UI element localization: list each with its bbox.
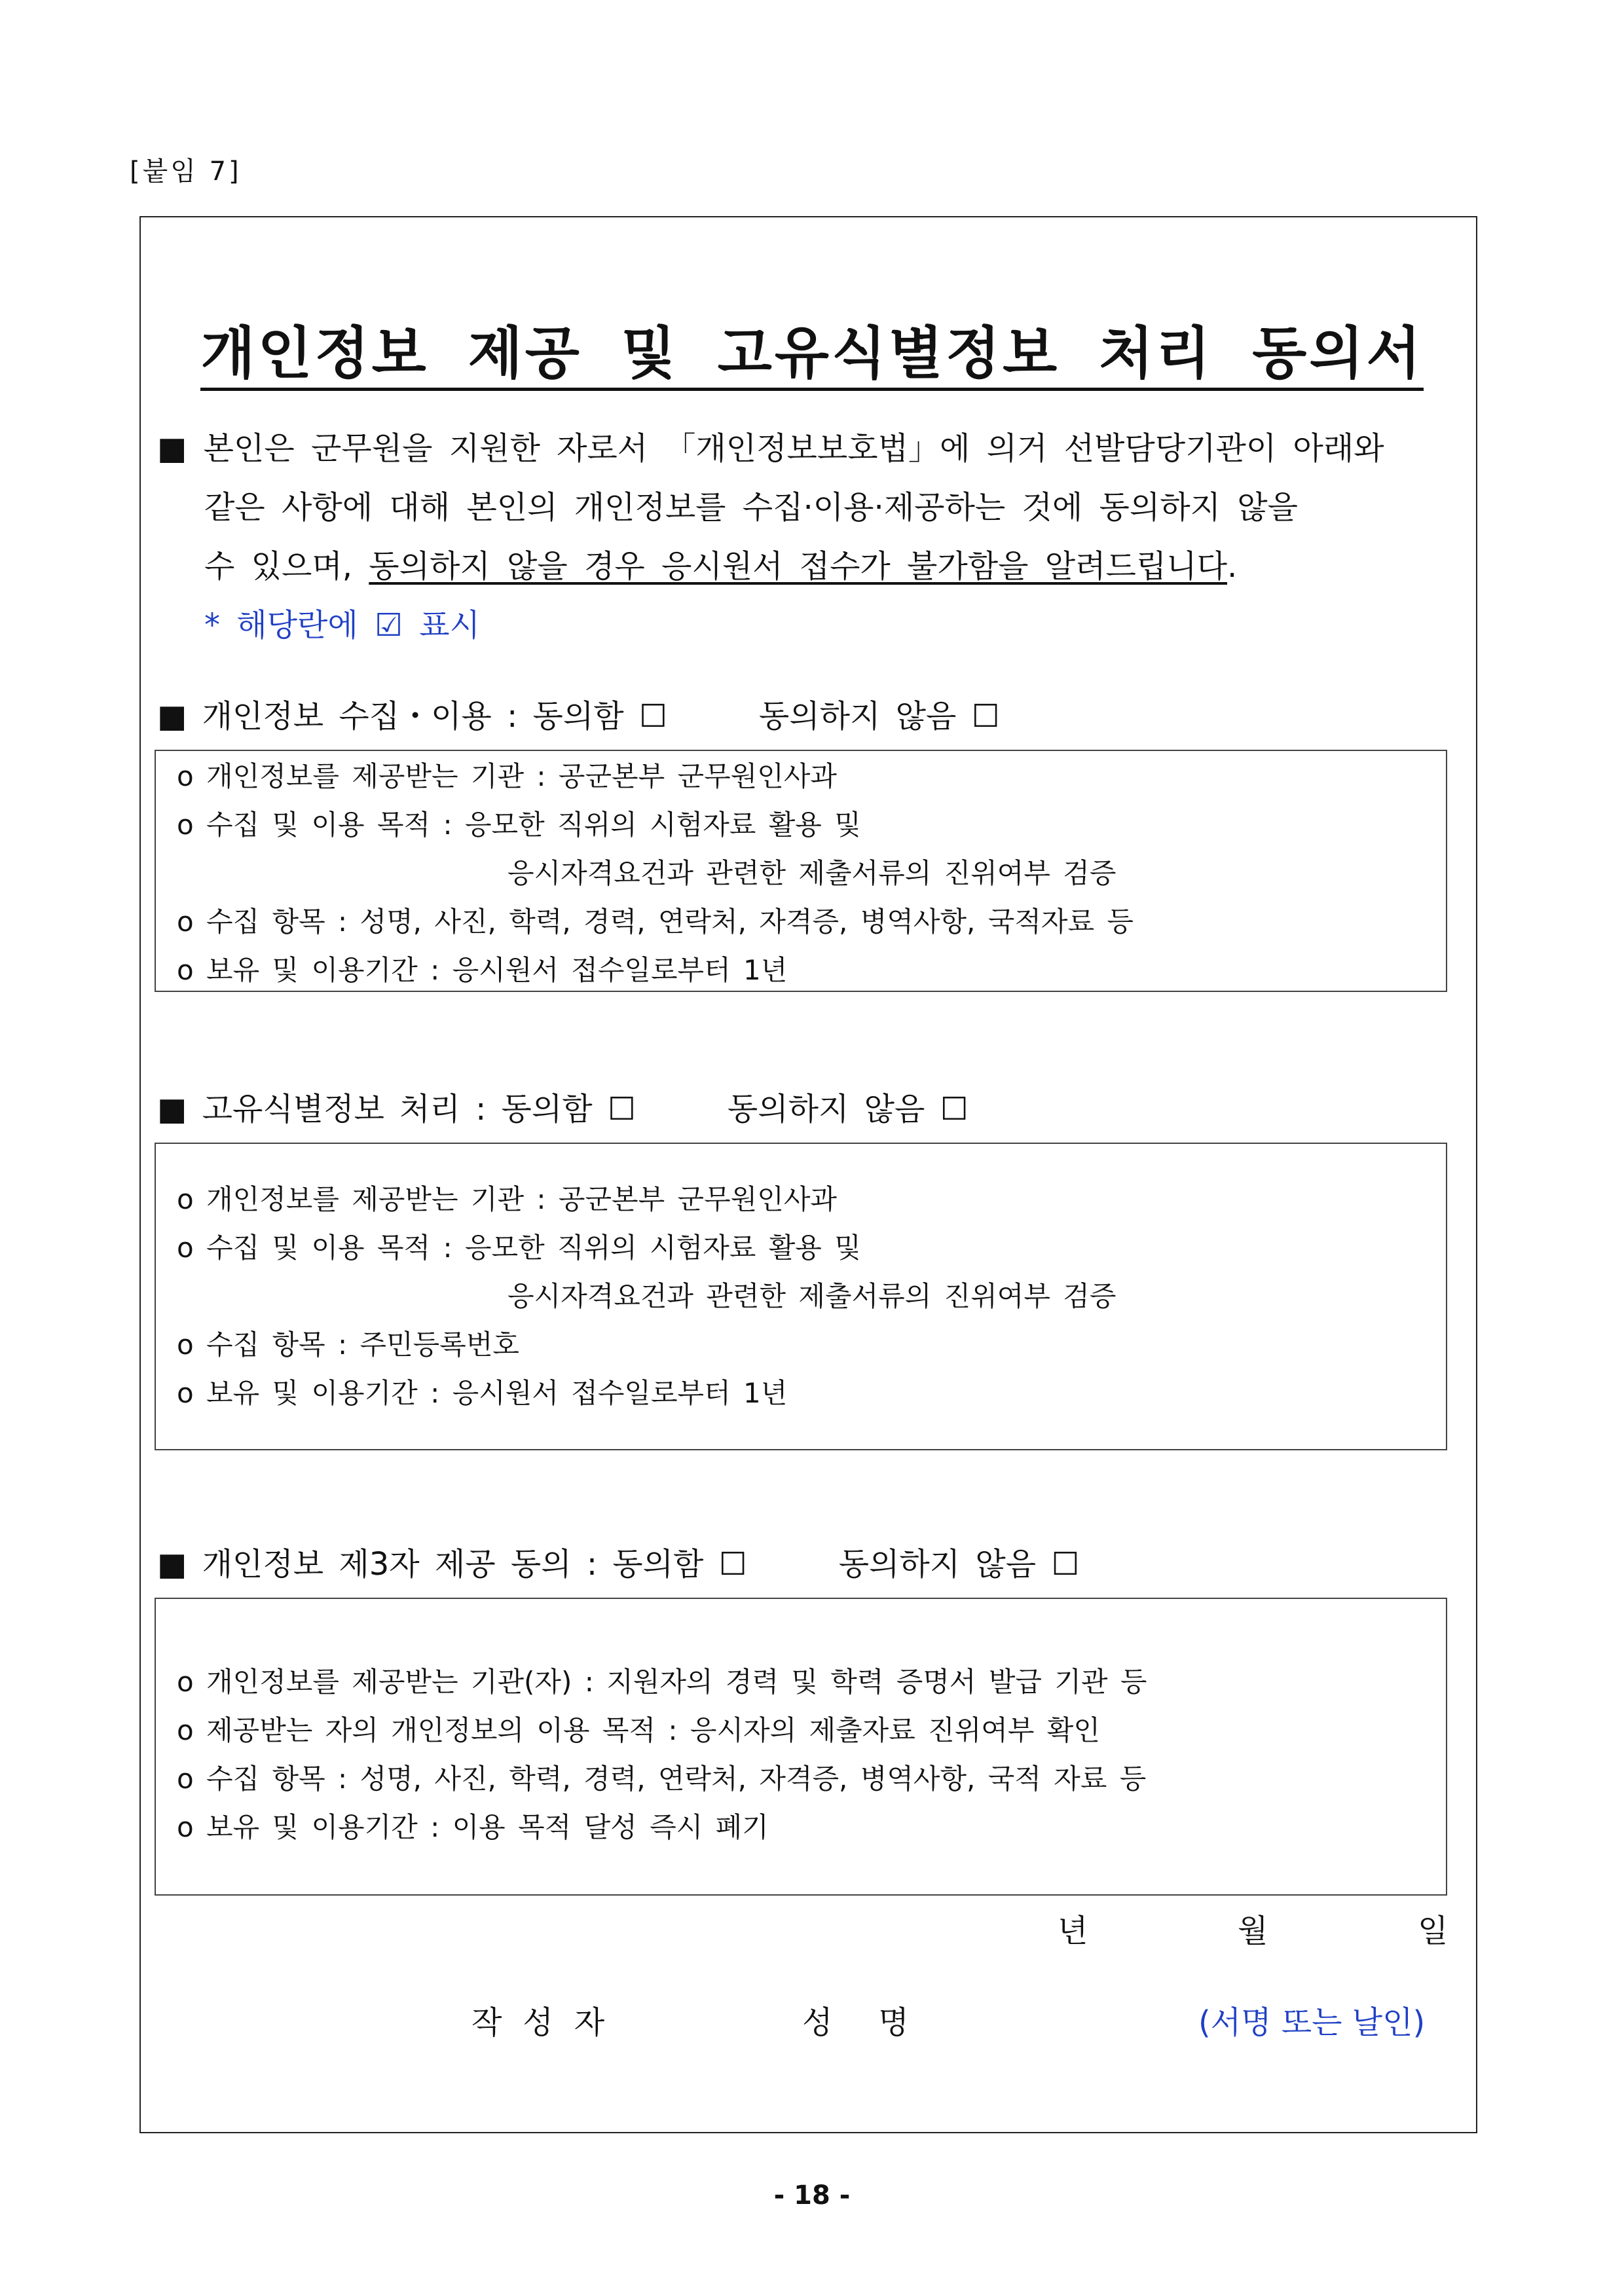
list-item: o 수집 항목 : 성명, 사진, 학력, 경력, 연락처, 자격증, 병역사항, 국적자료 등 [177,906,1134,938]
third-party-disagree-checkbox[interactable]: 동의하지 않음 ☐ [838,1546,1080,1583]
list-item: o 개인정보를 제공받는 기관(자) : 지원자의 경력 및 학력 증명서 발급 기관 등 [177,1666,1147,1698]
list-item: o 수집 및 이용 목적 : 응모한 직위의 시험자료 활용 및 [177,809,861,841]
section-collection-heading [157,691,1000,736]
section-third-party-heading [157,1539,1079,1584]
date-day-label: 일 [1418,1913,1449,1949]
list-item: 응시자격요건과 관련한 제출서류의 진위여부 검증 [507,1280,1116,1312]
intro-line-3 [157,537,1460,596]
section-unique-id-details [155,1143,1447,1450]
list-item: o 개인정보를 제공받는 기관 : 공군본부 군무원인사과 [177,1183,837,1215]
document-title [0,308,1624,389]
list-item: o 개인정보를 제공받는 기관 : 공군본부 군무원인사과 [177,760,837,792]
section-collection-details [155,750,1447,992]
intro-notice-underlined: 동의하지 않을 경우 응시원서 접수가 불가함을 알려드립니다 [369,548,1227,585]
page-number: - 18 - [773,2180,851,2211]
section-unique-id-heading [157,1084,969,1129]
section-third-party-details [155,1598,1447,1896]
name-label: 성명 [802,2004,955,2041]
intro-line-3-end: . [1227,548,1238,585]
collection-disagree-checkbox[interactable]: 동의하지 않음 ☐ [758,698,1000,735]
list-item: o 보유 및 이용기간 : 이용 목적 달성 즉시 폐기 [177,1811,769,1843]
intro-line-2: 같은 사항에 대해 본인의 개인정보를 수집·이용·제공하는 것에 동의하지 않을 [204,489,1298,526]
collection-agree-checkbox[interactable]: ■ 개인정보 수집・이용 : 동의함 ☐ [157,698,667,735]
list-item: o 수집 항목 : 주민등록번호 [177,1329,519,1361]
intro-line-1: ■ 본인은 군무원을 지원한 자로서 「개인정보보호법」에 의거 선발담당기관이 아래와 [157,430,1384,467]
date-year-label: 년 [1058,1913,1088,1949]
writer-label: 작성자 [471,2004,626,2041]
intro-line-3-plain: 수 있으며, [204,548,369,585]
list-item: o 수집 항목 : 성명, 사진, 학력, 경력, 연락처, 자격증, 병역사항, 국적 자료 등 [177,1763,1147,1795]
list-item: o 보유 및 이용기간 : 응시원서 접수일로부터 1년 [177,954,788,986]
third-party-agree-checkbox[interactable]: ■ 개인정보 제3자 제공 동의 : 동의함 ☐ [157,1546,747,1583]
attachment-label: [붙임 7] [130,156,242,187]
date-month-label: 월 [1238,1913,1268,1949]
list-item: o 수집 및 이용 목적 : 응모한 직위의 시험자료 활용 및 [177,1232,861,1264]
list-item: o 보유 및 이용기간 : 응시원서 접수일로부터 1년 [177,1377,788,1409]
document-title-text: 개인정보 제공 및 고유식별정보 처리 동의서 [200,321,1423,391]
signature-note: (서명 또는 날인) [1198,2004,1426,2041]
unique-id-disagree-checkbox[interactable]: 동의하지 않음 ☐ [727,1091,969,1128]
list-item: 응시자격요건과 관련한 제출서류의 진위여부 검증 [507,857,1116,889]
list-item: o 제공받는 자의 개인정보의 이용 목적 : 응시자의 제출자료 진위여부 확인 [177,1714,1100,1746]
check-instruction: * 해당란에 ☑ 표시 [204,607,481,644]
unique-id-agree-checkbox[interactable]: ■ 고유식별정보 처리 : 동의함 ☐ [157,1091,636,1128]
intro-paragraph [157,419,1460,655]
